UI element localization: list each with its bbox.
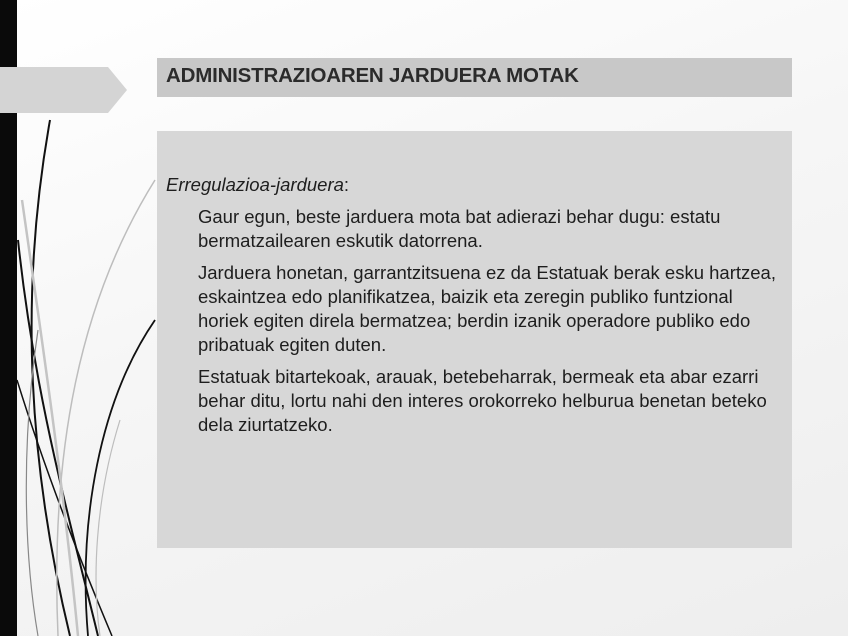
section-heading-colon: : — [343, 174, 350, 195]
paragraph-3: Estatuak bitartekoak, arauak, betebeharrak, bermeak eta abar ezarri behar ditu, lortu nahi den interes orokorreko helburua benetan beteko dela ziurtatzeko. — [198, 366, 767, 435]
paragraph-1: Gaur egun, beste jarduera mota bat adierazi behar dugu: estatu bermatzailearen eskutik datorrena. — [198, 206, 721, 251]
title-bar — [157, 58, 792, 97]
section-heading-italic: Erregulazioa-jarduera — [166, 174, 344, 195]
section-heading — [166, 173, 784, 197]
arrow-tab-shape — [0, 67, 127, 113]
paragraph-2: Jarduera honetan, garrantzitsuena ez da Estatuak berak esku hartzea, eskaintzea edo planifikatzea, baizik eta zeregin publiko funtzional horiek egiten direla bermatzea; berdin izanik operadore publiko edo pribatuak egiten duten. — [198, 262, 776, 355]
content-panel — [157, 131, 792, 548]
slide-title: ADMINISTRAZIOAREN JARDUERA MOTAK — [166, 64, 579, 87]
